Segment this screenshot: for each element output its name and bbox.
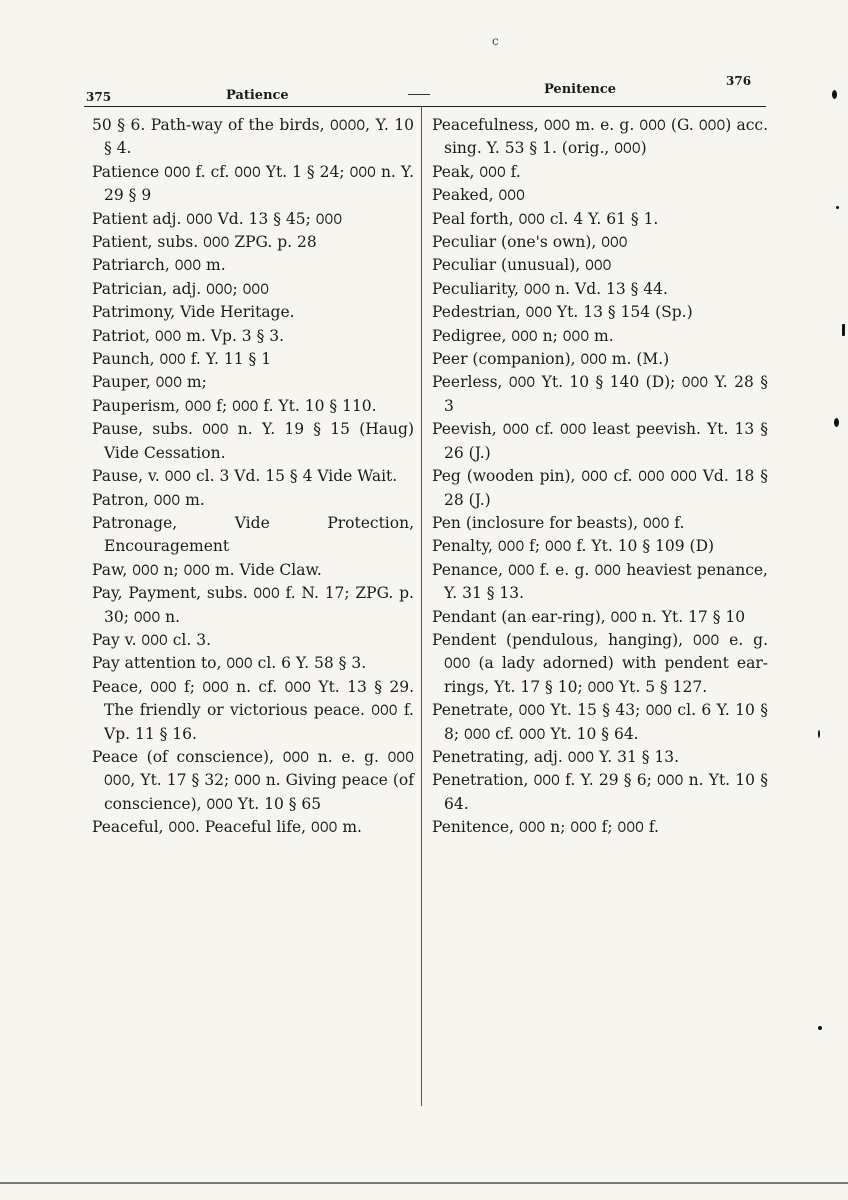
entry: Patriarch, ꣐꣐꣐ m. — [92, 256, 226, 275]
entry: Patient, subs. ꣐꣐꣐ ZPG. p. 28 — [92, 233, 317, 252]
top-mark: c — [492, 34, 499, 48]
entry: Peaceful, ꣐꣐꣐. Peaceful life, ꣐꣐꣐ m. — [92, 818, 362, 837]
entry: Pauper, ꣐꣐꣐ m; — [92, 373, 207, 392]
left-page-number: 375 — [86, 90, 112, 104]
entry: Peacefulness, ꣐꣐꣐ m. e. g. ꣐꣐꣐ (G. ꣐꣐꣐) acc. sing. Y. 53 § 1. (orig., ꣐꣐꣐) — [432, 116, 768, 158]
entry: Pedigree, ꣐꣐꣐ n; ꣐꣐꣐ m. — [432, 326, 614, 345]
speck-mark — [836, 206, 839, 209]
right-running-head: Penitence — [544, 82, 617, 97]
entry: Patronage, Vide Protection, Encouragement — [92, 513, 414, 556]
entry: Patron, ꣐꣐꣐ m. — [92, 490, 205, 509]
entry: Pause, v. ꣐꣐꣐ cl. 3 Vd. 15 § 4 Vide Wait. — [92, 467, 398, 486]
speck-mark — [834, 418, 839, 427]
speck-mark — [832, 90, 837, 99]
entry: Peevish, ꣐꣐꣐ cf. ꣐꣐꣐ least peevish. Yt. 13 § 26 (J.) — [432, 420, 768, 462]
entry: Peculiarity, ꣐꣐꣐ n. Vd. 13 § 44. — [432, 279, 668, 298]
entry: Peculiar (one's own), ꣐꣐꣐ — [432, 233, 628, 252]
entry: Peerless, ꣐꣐꣐ Yt. 10 § 140 (D); ꣐꣐꣐ Y. 28 § 3 — [432, 373, 768, 415]
header-rule — [84, 106, 766, 107]
entry: Peace, ꣐꣐꣐ f; ꣐꣐꣐ n. cf. ꣐꣐꣐ Yt. 13 § 29. The friendly or victorious peace. ꣐꣐꣐ f. Vp. 11 § 16. — [92, 677, 414, 743]
bottom-edge — [0, 1182, 848, 1184]
right-column — [432, 114, 768, 840]
entry: Penetrate, ꣐꣐꣐ Yt. 15 § 43; ꣐꣐꣐ cl. 6 Y. 10 § 8; ꣐꣐꣐ cf. ꣐꣐꣐ Yt. 10 § 64. — [432, 701, 768, 743]
entry: Paunch, ꣐꣐꣐ f. Y. 11 § 1 — [92, 350, 272, 369]
speck-mark — [842, 324, 845, 336]
header-dash — [408, 94, 430, 95]
entry: Peaked, ꣐꣐꣐ — [432, 186, 525, 205]
entry: Penitence, ꣐꣐꣐ n; ꣐꣐꣐ f; ꣐꣐꣐ f. — [432, 818, 659, 837]
entry: Peak, ꣐꣐꣐ f. — [432, 162, 521, 181]
entry: Penance, ꣐꣐꣐ f. e. g. ꣐꣐꣐ heaviest penance, Y. 31 § 13. — [432, 560, 768, 603]
entry: Pendant (an ear-ring), ꣐꣐꣐ n. Yt. 17 § 10 — [432, 607, 746, 626]
entry: Peg (wooden pin), ꣐꣐꣐ cf. ꣐꣐꣐ ꣐꣐꣐ Vd. 18 § 28 (J.) — [432, 467, 768, 509]
entry: Pen (inclosure for beasts), ꣐꣐꣐ f. — [432, 513, 685, 532]
entry: Pedestrian, ꣐꣐꣐ Yt. 13 § 154 (Sp.) — [432, 303, 693, 322]
entry: Pay v. ꣐꣐꣐ cl. 3. — [92, 630, 212, 649]
entry: Pay, Payment, subs. ꣐꣐꣐ f. N. 17; ZPG. p. 30; ꣐꣐꣐ n. — [92, 584, 414, 626]
entry: 50 § 6. Path-way of the birds, ꣐꣐꣐꣐, Y. 10 § 4. — [92, 116, 414, 158]
entry: Patriot, ꣐꣐꣐ m. Vp. 3 § 3. — [92, 326, 285, 345]
left-column — [92, 114, 414, 840]
entry: Pause, subs. ꣐꣐꣐ n. Y. 19 § 15 (Haug) Vide Cessation. — [92, 420, 414, 462]
entry: Peer (companion), ꣐꣐꣐ m. (M.) — [432, 350, 670, 369]
entry: Patient adj. ꣐꣐꣐ Vd. 13 § 45; ꣐꣐꣐ — [92, 209, 343, 228]
entry: Peal forth, ꣐꣐꣐ cl. 4 Y. 61 § 1. — [432, 209, 659, 228]
entry: Paw, ꣐꣐꣐ n; ꣐꣐꣐ m. Vide Claw. — [92, 560, 322, 579]
right-page-number: 376 — [726, 74, 752, 88]
entry: Peculiar (unusual), ꣐꣐꣐ — [432, 256, 612, 275]
left-running-head: Patience — [226, 88, 289, 103]
entry: Penetration, ꣐꣐꣐ f. Y. 29 § 6; ꣐꣐꣐ n. Yt. 10 § 64. — [432, 771, 768, 813]
entry: Pendent (pendulous, hanging), ꣐꣐꣐ e. g. ꣐꣐꣐ (a lady adorned) with pendent ear-rings, Yt. 17 § 10; ꣐꣐꣐ Yt. 5 § 127. — [432, 630, 768, 696]
column-divider — [421, 106, 422, 1106]
entry: Penetrating, adj. ꣐꣐꣐ Y. 31 § 13. — [432, 747, 680, 766]
entry: Penalty, ꣐꣐꣐ f; ꣐꣐꣐ f. Yt. 10 § 109 (D) — [432, 537, 715, 556]
entry: Patience ꣐꣐꣐ f. cf. ꣐꣐꣐ Yt. 1 § 24; ꣐꣐꣐ n. Y. 29 § 9 — [92, 162, 414, 205]
entry: Patrimony, Vide Heritage. — [92, 303, 295, 322]
entry: Pay attention to, ꣐꣐꣐ cl. 6 Y. 58 § 3. — [92, 654, 367, 673]
entry: Peace (of conscience), ꣐꣐꣐ n. e. g. ꣐꣐꣐ ꣐꣐꣐, Yt. 17 § 32; ꣐꣐꣐ n. Giving peace (of conscience), ꣐꣐꣐ Yt. 10 § 65 — [92, 747, 414, 813]
speck-mark — [818, 1026, 822, 1030]
speck-mark — [818, 730, 820, 738]
entry: Patrician, adj. ꣐꣐꣐; ꣐꣐꣐ — [92, 279, 269, 298]
entry: Pauperism, ꣐꣐꣐ f; ꣐꣐꣐ f. Yt. 10 § 110. — [92, 396, 377, 415]
